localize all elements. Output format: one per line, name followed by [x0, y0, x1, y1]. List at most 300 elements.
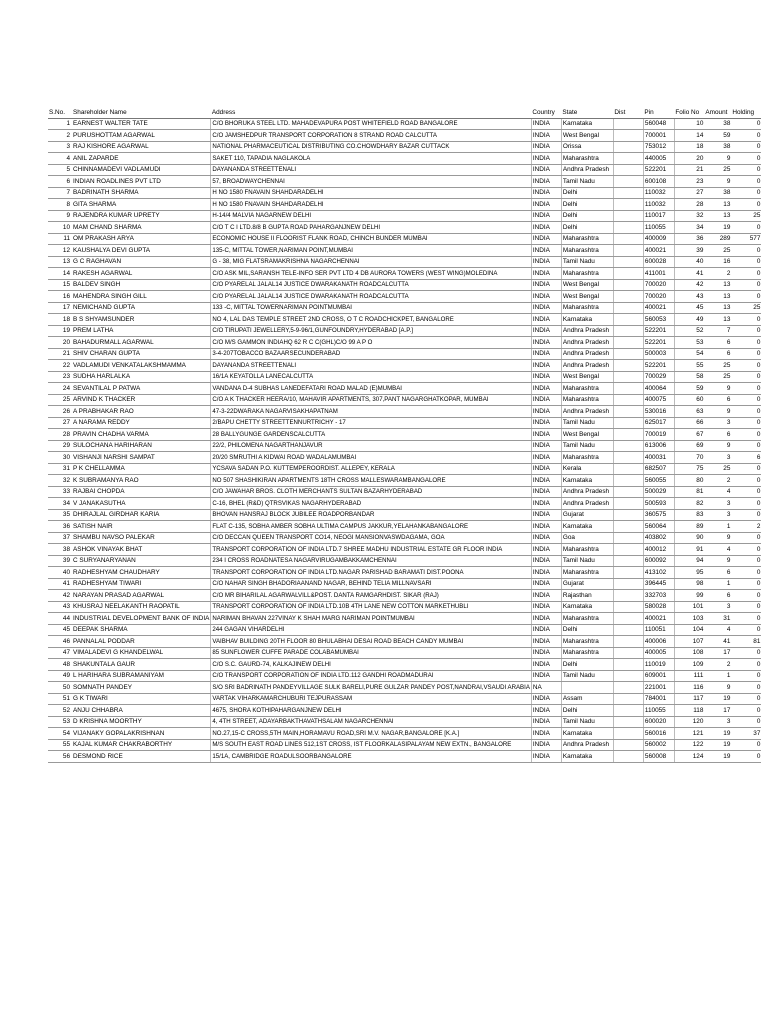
cell-shareholder-name: DESMOND RICE [72, 751, 211, 763]
cell-dist [613, 475, 643, 487]
cell-pin: 522201 [643, 360, 674, 372]
cell-address: NO 4, LAL DAS TEMPLE STREET 2ND CROSS, O T C ROADCHICKPET, BANGALORE [211, 314, 532, 326]
cell-holding: 0 [731, 314, 761, 326]
cell-country: INDIA [531, 728, 561, 740]
cell-sno: 15 [48, 279, 72, 291]
table-row [48, 141, 761, 153]
cell-country: INDIA [531, 394, 561, 406]
cell-address: NARIMAN BHAVAN 227VINAY K SHAH MARG NARIMAN POINTMUMBAI [211, 613, 532, 625]
cell-folio-no: 42 [674, 279, 704, 291]
cell-country: INDIA [531, 624, 561, 636]
cell-holding: 25 [731, 302, 761, 314]
table-row [48, 371, 761, 383]
table-row [48, 406, 761, 418]
cell-address: 3-4-207TOBACCO BAZAARSECUNDERABAD [211, 348, 532, 360]
cell-holding: 0 [731, 153, 761, 165]
cell-sno: 6 [48, 176, 72, 188]
table-row [48, 348, 761, 360]
cell-folio-no: 99 [674, 590, 704, 602]
cell-amount: 6 [704, 348, 731, 360]
cell-shareholder-name: NEMICHAND GUPTA [72, 302, 211, 314]
cell-state: Tamil Nadu [561, 555, 613, 567]
cell-holding: 0 [731, 360, 761, 372]
cell-address: 28 BALLYGUNGE GARDENSCALCUTTA [211, 429, 532, 441]
cell-folio-no: 66 [674, 417, 704, 429]
cell-address: C/O PYARELAL JALAL14 JUSTICE DWARAKANATH ROADCALCUTTA [211, 279, 532, 291]
table-row [48, 578, 761, 590]
cell-address: DAYANANDA STREETTENALI [211, 360, 532, 372]
cell-address: TRANSPORT CORPORATION OF INDIA LTD.10B 4TH LANE NEW COTTON MARKETHUBLI [211, 601, 532, 613]
cell-holding: 0 [731, 544, 761, 556]
cell-country: INDIA [531, 348, 561, 360]
table-row [48, 509, 761, 521]
cell-folio-no: 28 [674, 199, 704, 211]
cell-folio-no: 18 [674, 141, 704, 153]
cell-address: C/O JAWAHAR BROS. CLOTH MERCHANTS SULTAN BAZARHYDERABAD [211, 486, 532, 498]
cell-folio-no: 55 [674, 360, 704, 372]
cell-pin: 440005 [643, 153, 674, 165]
cell-country: INDIA [531, 555, 561, 567]
cell-sno: 38 [48, 544, 72, 556]
cell-pin: 110019 [643, 659, 674, 671]
cell-amount: 17 [704, 705, 731, 717]
cell-state: Karnataka [561, 118, 613, 130]
cell-pin: 411001 [643, 268, 674, 280]
cell-holding: 37 [731, 728, 761, 740]
cell-shareholder-name: INDIAN ROADLINES PVT LTD [72, 176, 211, 188]
cell-address: FLAT C-135, SOBHA AMBER SOBHA ULTIMA CAMPUS JAKKUR,YELAHANKABANGALORE [211, 521, 532, 533]
cell-holding: 0 [731, 291, 761, 303]
cell-holding: 0 [731, 417, 761, 429]
cell-amount: 3 [704, 417, 731, 429]
cell-state: Maharashtra [561, 302, 613, 314]
cell-amount: 13 [704, 199, 731, 211]
cell-address: C/O TRANSPORT CORPORATION OF INDIA LTD.112 GANDHI ROADMADURAI [211, 670, 532, 682]
cell-address: 2/BAPU CHETTY STREETTENNURTRICHY - 17 [211, 417, 532, 429]
cell-shareholder-name: VADLAMUDI VENKATALAKSHMAMMA [72, 360, 211, 372]
cell-sno: 1 [48, 118, 72, 130]
cell-shareholder-name: BALDEV SINGH [72, 279, 211, 291]
cell-dist [613, 245, 643, 257]
cell-amount: 17 [704, 647, 731, 659]
cell-folio-no: 104 [674, 624, 704, 636]
header-row [48, 107, 761, 118]
table-row [48, 256, 761, 268]
cell-state: Gujarat [561, 578, 613, 590]
cell-shareholder-name: VIJANAKY GOPALAKRISHNAN [72, 728, 211, 740]
table-row [48, 682, 761, 694]
cell-shareholder-name: G K TIWARI [72, 693, 211, 705]
cell-address: 16/1A KEYATOLLA LANECALCUTTA [211, 371, 532, 383]
cell-holding: 0 [731, 337, 761, 349]
cell-folio-no: 59 [674, 383, 704, 395]
cell-country: INDIA [531, 371, 561, 383]
cell-address: H NO 1580 FNAVAIN SHAHDARADELHI [211, 199, 532, 211]
cell-dist [613, 716, 643, 728]
table-row [48, 647, 761, 659]
header-address: Address [211, 107, 532, 118]
cell-country: INDIA [531, 199, 561, 211]
cell-state: Gujarat [561, 509, 613, 521]
cell-holding: 0 [731, 693, 761, 705]
cell-country: INDIA [531, 475, 561, 487]
cell-pin: 700029 [643, 371, 674, 383]
cell-shareholder-name: RAJBAI CHOPDA [72, 486, 211, 498]
cell-country: INDIA [531, 590, 561, 602]
cell-sno: 31 [48, 463, 72, 475]
cell-state: Orissa [561, 141, 613, 153]
cell-shareholder-name: SULOCHANA HARIHARAN [72, 440, 211, 452]
cell-pin: 400075 [643, 394, 674, 406]
cell-country: INDIA [531, 210, 561, 222]
cell-pin: 600092 [643, 555, 674, 567]
cell-folio-no: 81 [674, 486, 704, 498]
cell-shareholder-name: ARVIND K THACKER [72, 394, 211, 406]
cell-address: DAYANANDA STREETTENALI [211, 164, 532, 176]
cell-country: INDIA [531, 417, 561, 429]
cell-amount: 3 [704, 601, 731, 613]
cell-holding: 0 [731, 176, 761, 188]
cell-pin: 522201 [643, 164, 674, 176]
cell-amount: 9 [704, 406, 731, 418]
cell-holding: 0 [731, 279, 761, 291]
cell-sno: 11 [48, 233, 72, 245]
cell-address: C/O T C I LTD.8/8 B GUPTA ROAD PAHARGANJNEW DELHI [211, 222, 532, 234]
cell-pin: 403802 [643, 532, 674, 544]
cell-country: INDIA [531, 647, 561, 659]
cell-dist [613, 463, 643, 475]
cell-holding: 0 [731, 325, 761, 337]
cell-folio-no: 89 [674, 521, 704, 533]
cell-address: C/O JAMSHEDPUR TRANSPORT CORPORATION 8 STRAND ROAD CALCUTTA [211, 130, 532, 142]
cell-shareholder-name: GITA SHARMA [72, 199, 211, 211]
cell-state: Tamil Nadu [561, 716, 613, 728]
cell-dist [613, 348, 643, 360]
cell-pin: 560016 [643, 728, 674, 740]
cell-country: INDIA [531, 360, 561, 372]
cell-holding: 0 [731, 141, 761, 153]
cell-sno: 37 [48, 532, 72, 544]
cell-holding: 0 [731, 601, 761, 613]
cell-state: Maharashtra [561, 567, 613, 579]
cell-folio-no: 54 [674, 348, 704, 360]
cell-address: H-14/4 MALVIA NAGARNEW DELHI [211, 210, 532, 222]
cell-country: INDIA [531, 245, 561, 257]
cell-state: Tamil Nadu [561, 440, 613, 452]
cell-shareholder-name: SHAKUNTALA GAUR [72, 659, 211, 671]
cell-folio-no: 63 [674, 406, 704, 418]
cell-state: Maharashtra [561, 233, 613, 245]
table-row [48, 325, 761, 337]
cell-shareholder-name: MAHENDRA SINGH GILL [72, 291, 211, 303]
cell-address: VAIBHAV BUILDING 20TH FLOOR 80 BHULABHAI DESAI ROAD BEACH CANDY MUMBAI [211, 636, 532, 648]
cell-folio-no: 67 [674, 429, 704, 441]
cell-address: 135-C, MITTAL TOWER,NARIMAN POINT,MUMBAI [211, 245, 532, 257]
cell-country: INDIA [531, 314, 561, 326]
cell-folio-no: 10 [674, 118, 704, 130]
cell-shareholder-name: VIMALADEVI G KHANDELWAL [72, 647, 211, 659]
cell-amount: 4 [704, 544, 731, 556]
cell-holding: 0 [731, 624, 761, 636]
header-sno: S.No. [48, 107, 72, 118]
cell-holding: 0 [731, 486, 761, 498]
cell-pin: 784001 [643, 693, 674, 705]
cell-country: INDIA [531, 567, 561, 579]
cell-state: West Bengal [561, 371, 613, 383]
cell-state: Delhi [561, 199, 613, 211]
cell-country: INDIA [531, 383, 561, 395]
cell-sno: 51 [48, 693, 72, 705]
cell-state [561, 682, 613, 694]
cell-dist [613, 302, 643, 314]
cell-country: INDIA [531, 601, 561, 613]
cell-dist [613, 693, 643, 705]
header-amount: Amount [704, 107, 731, 118]
cell-country: INDIA [531, 670, 561, 682]
table-row [48, 728, 761, 740]
cell-shareholder-name: K SUBRAMANYA RAO [72, 475, 211, 487]
cell-address: C/O M/S GAMMON INDIAHQ 62 R C C(GHL)C/O 99 A P O [211, 337, 532, 349]
cell-dist [613, 567, 643, 579]
cell-dist [613, 601, 643, 613]
cell-country: INDIA [531, 302, 561, 314]
cell-address: C/O MR BIHARILAL AGARWALVILL&POST. DANTA RAMGARHDIST. SIKAR (RAJ) [211, 590, 532, 602]
table-row [48, 233, 761, 245]
cell-country: INDIA [531, 532, 561, 544]
cell-shareholder-name: RAKESH AGARWAL [72, 268, 211, 280]
cell-pin: 360575 [643, 509, 674, 521]
table-row [48, 716, 761, 728]
cell-address: ECONOMIC HOUSE II FLOORIST FLANK ROAD, CHINCH BUNDER MUMBAI [211, 233, 532, 245]
cell-folio-no: 111 [674, 670, 704, 682]
cell-dist [613, 670, 643, 682]
cell-holding: 0 [731, 406, 761, 418]
table-row [48, 751, 761, 763]
cell-amount: 19 [704, 222, 731, 234]
table-row [48, 532, 761, 544]
cell-shareholder-name: CHINNAMADEVI VADLAMUDI [72, 164, 211, 176]
cell-state: Andhra Pradesh [561, 348, 613, 360]
cell-holding: 0 [731, 394, 761, 406]
cell-state: Andhra Pradesh [561, 486, 613, 498]
cell-pin: 700020 [643, 279, 674, 291]
cell-amount: 3 [704, 716, 731, 728]
cell-country: INDIA [531, 751, 561, 763]
cell-state: Maharashtra [561, 647, 613, 659]
cell-folio-no: 83 [674, 509, 704, 521]
cell-amount: 13 [704, 210, 731, 222]
cell-country: INDIA [531, 164, 561, 176]
cell-amount: 25 [704, 371, 731, 383]
cell-sno: 24 [48, 383, 72, 395]
table-row [48, 130, 761, 142]
cell-folio-no: 109 [674, 659, 704, 671]
cell-holding: 0 [731, 187, 761, 199]
cell-holding: 0 [731, 245, 761, 257]
cell-state: Tamil Nadu [561, 256, 613, 268]
cell-sno: 5 [48, 164, 72, 176]
cell-address: H NO 1580 FNAVAIN SHAHDARADELHI [211, 187, 532, 199]
cell-folio-no: 124 [674, 751, 704, 763]
cell-shareholder-name: EARNEST WALTER TATE [72, 118, 211, 130]
cell-dist [613, 624, 643, 636]
cell-state: West Bengal [561, 279, 613, 291]
cell-folio-no: 91 [674, 544, 704, 556]
cell-folio-no: 107 [674, 636, 704, 648]
table-row [48, 475, 761, 487]
table-row [48, 429, 761, 441]
table-row [48, 210, 761, 222]
cell-shareholder-name: SOMNATH PANDEY [72, 682, 211, 694]
header-folio-no: Folio No [674, 107, 704, 118]
table-row [48, 314, 761, 326]
cell-amount: 25 [704, 164, 731, 176]
cell-state: Assam [561, 693, 613, 705]
cell-country: INDIA [531, 509, 561, 521]
cell-state: Karnataka [561, 728, 613, 740]
cell-state: West Bengal [561, 291, 613, 303]
table-row [48, 636, 761, 648]
cell-dist [613, 728, 643, 740]
cell-pin: 400021 [643, 245, 674, 257]
cell-country: INDIA [531, 153, 561, 165]
cell-state: Goa [561, 532, 613, 544]
cell-sno: 27 [48, 417, 72, 429]
cell-pin: 400009 [643, 233, 674, 245]
cell-shareholder-name: A NARAMA REDDY [72, 417, 211, 429]
cell-sno: 19 [48, 325, 72, 337]
cell-sno: 3 [48, 141, 72, 153]
cell-state: Maharashtra [561, 383, 613, 395]
cell-sno: 8 [48, 199, 72, 211]
cell-state: Delhi [561, 659, 613, 671]
cell-shareholder-name: V JANAKASUTHA [72, 498, 211, 510]
cell-shareholder-name: RAJ KISHORE AGARWAL [72, 141, 211, 153]
cell-shareholder-name: DEEPAK SHARMA [72, 624, 211, 636]
header-country: Country [531, 107, 561, 118]
cell-sno: 47 [48, 647, 72, 659]
cell-pin: 700019 [643, 429, 674, 441]
cell-country: INDIA [531, 187, 561, 199]
cell-address: 15/1A, CAMBRIDGE ROADULSOORBANGALORE [211, 751, 532, 763]
cell-state: Andhra Pradesh [561, 337, 613, 349]
table-body [48, 118, 761, 762]
cell-state: Kerala [561, 463, 613, 475]
cell-address: 133 -C, MITTAL TOWERNARIMAN POINTMUMBAI [211, 302, 532, 314]
cell-holding: 0 [731, 429, 761, 441]
cell-dist [613, 394, 643, 406]
cell-dist [613, 659, 643, 671]
cell-country: INDIA [531, 705, 561, 717]
cell-address: SAKET 110, TAPADIA NAGLAKOLA [211, 153, 532, 165]
cell-folio-no: 69 [674, 440, 704, 452]
cell-holding: 0 [731, 532, 761, 544]
cell-folio-no: 40 [674, 256, 704, 268]
cell-country: INDIA [531, 130, 561, 142]
table-row [48, 153, 761, 165]
cell-country: INDIA [531, 176, 561, 188]
cell-country: INDIA [531, 268, 561, 280]
cell-holding: 0 [731, 130, 761, 142]
cell-dist [613, 233, 643, 245]
cell-state: Maharashtra [561, 245, 613, 257]
cell-holding: 0 [731, 739, 761, 751]
cell-holding: 0 [731, 371, 761, 383]
cell-pin: 500003 [643, 348, 674, 360]
cell-holding: 0 [731, 682, 761, 694]
cell-country: INDIA [531, 141, 561, 153]
cell-amount: 1 [704, 578, 731, 590]
cell-shareholder-name: SHIV CHARAN GUPTA [72, 348, 211, 360]
cell-pin: 560055 [643, 475, 674, 487]
cell-address: 244 GAGAN VIHARDELHI [211, 624, 532, 636]
header-holding: Holding [731, 107, 761, 118]
cell-shareholder-name: PANNALAL PODDAR [72, 636, 211, 648]
cell-sno: 18 [48, 314, 72, 326]
cell-shareholder-name: PREM LATHA [72, 325, 211, 337]
cell-holding: 0 [731, 659, 761, 671]
cell-shareholder-name: MAM CHAND SHARMA [72, 222, 211, 234]
cell-sno: 13 [48, 256, 72, 268]
cell-folio-no: 52 [674, 325, 704, 337]
cell-holding: 0 [731, 463, 761, 475]
cell-sno: 40 [48, 567, 72, 579]
cell-amount: 19 [704, 693, 731, 705]
cell-amount: 19 [704, 751, 731, 763]
cell-folio-no: 41 [674, 268, 704, 280]
cell-holding: 577 [731, 233, 761, 245]
cell-shareholder-name: VISHANJI NARSHI SAMPAT [72, 452, 211, 464]
cell-address: TRANSPORT CORPORATION OF INDIA LTD.NAGAR PARISHAD BARAMATI DIST.POONA [211, 567, 532, 579]
cell-sno: 17 [48, 302, 72, 314]
cell-dist [613, 371, 643, 383]
cell-pin: 221001 [643, 682, 674, 694]
cell-state: Rajasthan [561, 590, 613, 602]
cell-pin: 396445 [643, 578, 674, 590]
cell-country: INDIA [531, 118, 561, 130]
table-row [48, 245, 761, 257]
cell-dist [613, 210, 643, 222]
cell-pin: 700020 [643, 291, 674, 303]
cell-dist [613, 314, 643, 326]
cell-pin: 500593 [643, 498, 674, 510]
cell-pin: 110051 [643, 624, 674, 636]
table-row [48, 463, 761, 475]
header-state: State [561, 107, 613, 118]
cell-state: Maharashtra [561, 544, 613, 556]
cell-address: C/O PYARELAL JALAL14 JUSTICE DWARAKANATH ROADCALCUTTA [211, 291, 532, 303]
cell-state: Andhra Pradesh [561, 164, 613, 176]
cell-country: INDIA [531, 463, 561, 475]
cell-pin: 560002 [643, 739, 674, 751]
cell-pin: 522201 [643, 325, 674, 337]
cell-holding: 0 [731, 475, 761, 487]
cell-holding: 0 [731, 268, 761, 280]
cell-sno: 43 [48, 601, 72, 613]
cell-folio-no: 117 [674, 693, 704, 705]
table-row [48, 176, 761, 188]
table-row [48, 383, 761, 395]
cell-dist [613, 291, 643, 303]
cell-shareholder-name: SUDHA HARLALKA [72, 371, 211, 383]
cell-folio-no: 53 [674, 337, 704, 349]
cell-folio-no: 58 [674, 371, 704, 383]
cell-state: Maharashtra [561, 153, 613, 165]
cell-pin: 400064 [643, 383, 674, 395]
cell-dist [613, 164, 643, 176]
cell-holding: 0 [731, 578, 761, 590]
cell-pin: 110032 [643, 187, 674, 199]
